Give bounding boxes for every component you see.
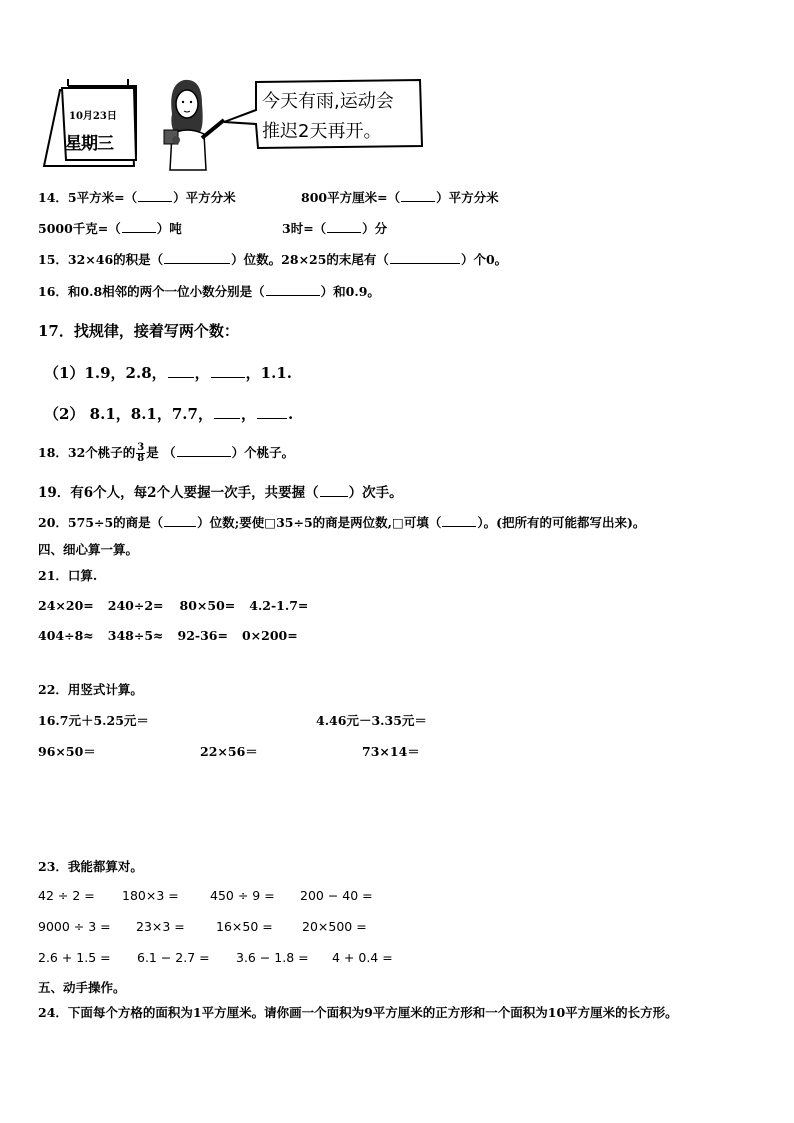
- q19: 19．有6个人，每2个人要握一次手，共要握（ ）次手。: [38, 485, 403, 501]
- q23-r1c2: 180×3 =: [122, 888, 179, 903]
- q23-r2c2: 23×3 =: [136, 919, 185, 934]
- q16: 16．和0.8相邻的两个一位小数分别是（ ）和0.9。: [38, 284, 380, 299]
- answer-blank[interactable]: [122, 221, 156, 233]
- q22-item-5: 73×14＝: [362, 744, 420, 759]
- q24: 24．下面每个方格的面积为1平方厘米。请你画一个面积为9平方厘米的正方形和一个面积为10平方厘米的长方形。: [38, 1005, 678, 1020]
- section-4-heading: 四、细心算一算。: [38, 542, 139, 557]
- q23-r2c4: 20×500 =: [302, 919, 367, 934]
- q23-r1c4: 200 − 40 =: [300, 888, 373, 903]
- q23-r1c1: 42 ÷ 2 =: [38, 888, 95, 903]
- speech-line-2: 推迟2天再开。: [262, 121, 382, 142]
- q18: 18．32个桃子的 $\frac{3}{8}$ 是 （ ）个桃子。: [38, 442, 295, 464]
- q23-r3c1: 2.6 + 1.5 =: [38, 950, 111, 965]
- q22-title: 22．用竖式计算。: [38, 682, 143, 697]
- q23-r1c3: 450 ÷ 9 =: [210, 888, 275, 903]
- q17-line1: （1）1.9，2.8， ， ，1.1.: [44, 364, 292, 382]
- q14-line2-left: 5000千克=（ ）吨: [38, 221, 182, 236]
- q23-r2c1: 9000 ÷ 3 =: [38, 919, 111, 934]
- q21-row1: 24×20= 240÷2= 80×50= 4.2-1.7=: [38, 598, 309, 613]
- calendar-weekday: 星期三: [65, 134, 113, 154]
- calendar-date: 10月23日: [69, 111, 117, 122]
- q22-item-2: 4.46元－3.35元＝: [316, 713, 427, 728]
- answer-blank[interactable]: [164, 515, 196, 527]
- answer-blank[interactable]: [164, 252, 230, 264]
- q23-r3c2: 6.1 − 2.7 =: [137, 950, 210, 965]
- answer-blank[interactable]: [266, 284, 320, 296]
- answer-blank[interactable]: [214, 405, 240, 419]
- answer-blank[interactable]: [177, 445, 231, 457]
- q14-line1-left: 14．5平方米=（ ）平方分米: [38, 190, 236, 205]
- q17-title: 17．找规律，接着写两个数：: [38, 322, 239, 340]
- q22-item-1: 16.7元＋5.25元＝: [38, 713, 149, 728]
- calendar-icon: [38, 74, 148, 172]
- answer-blank[interactable]: [257, 405, 287, 419]
- speech-line-1: 今天有雨,运动会: [262, 91, 394, 112]
- q23-r2c3: 16×50 =: [216, 919, 273, 934]
- q22-item-3: 96×50＝: [38, 744, 96, 759]
- answer-blank[interactable]: [401, 190, 435, 202]
- answer-blank[interactable]: [168, 364, 194, 378]
- q21-title: 21．口算.: [38, 568, 98, 583]
- illustration: [38, 74, 428, 172]
- q20: 20．575÷5的商是（ ）位数;要使□35÷5的商是两位数,□可填（ ）。(把所有的可能都写出来)。: [38, 515, 646, 530]
- q17-line2: （2） 8.1，8.1，7.7， ， .: [44, 405, 294, 423]
- answer-blank[interactable]: [211, 364, 245, 378]
- q15: 15．32×46的积是（ ）位数。28×25的末尾有（ ）个0。: [38, 252, 508, 267]
- q23-r3c4: 4 + 0.4 =: [332, 950, 393, 965]
- q22-item-4: 22×56＝: [200, 744, 258, 759]
- fraction: $\frac{3}{8}$: [137, 442, 145, 464]
- q23-r3c3: 3.6 − 1.8 =: [236, 950, 309, 965]
- answer-blank[interactable]: [327, 221, 361, 233]
- q14-line1-right: 800平方厘米=（ ）平方分米: [301, 190, 499, 205]
- answer-blank[interactable]: [390, 252, 460, 264]
- section-5-heading: 五、动手操作。: [38, 980, 126, 995]
- q23-title: 23．我能都算对。: [38, 859, 143, 874]
- q14-line2-right: 3时=（ ）分: [282, 221, 388, 236]
- answer-blank[interactable]: [320, 485, 348, 497]
- answer-blank[interactable]: [138, 190, 172, 202]
- answer-blank[interactable]: [442, 515, 476, 527]
- q21-row2: 404÷8≈ 348÷5≈ 92-36= 0×200=: [38, 628, 298, 643]
